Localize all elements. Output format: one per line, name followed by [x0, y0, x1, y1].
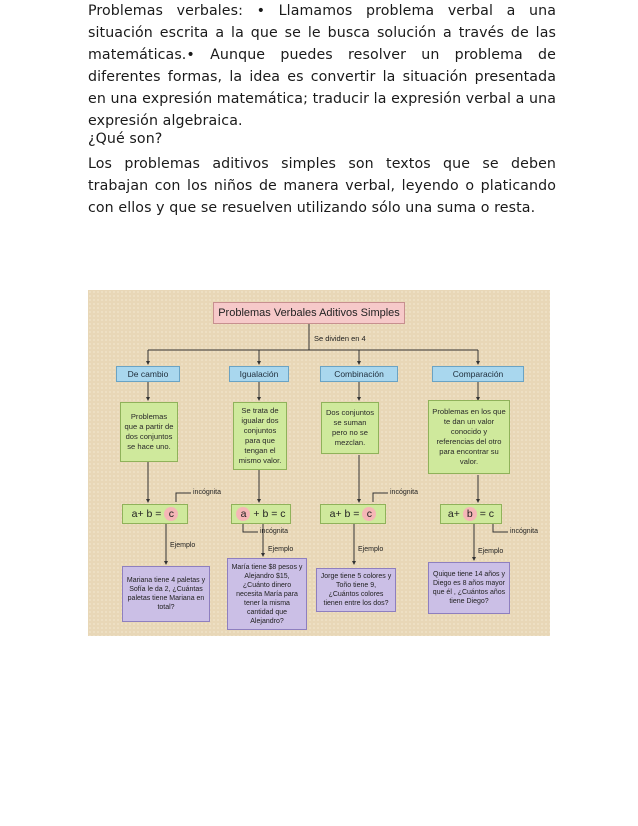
equation-text: = c: [479, 508, 495, 520]
category-igualacion: Igualación: [229, 366, 289, 382]
equation-text: + b = c: [253, 508, 286, 520]
paragraph-question: ¿Qué son?: [88, 131, 163, 147]
example-de-cambio: Mariana tiene 4 paletas y Sofía le da 2, ¿Cuántas paletas tiene Mariana en total?: [122, 566, 210, 622]
category-de-cambio: De cambio: [116, 366, 180, 382]
example-combinacion: Jorge tiene 5 colores y Toño tiene 9, ¿Cuántos colores tienen entre los dos?: [316, 568, 396, 612]
category-comparacion: Comparación: [432, 366, 524, 382]
equation-igualacion: [231, 504, 291, 524]
equation-text: a+: [447, 508, 460, 520]
definition-de-cambio: Problemas que a partir de dos conjuntos se hace uno.: [120, 402, 178, 462]
definition-igualacion: Se trata de igualar dos conjuntos para que tengan el mismo valor.: [233, 402, 287, 470]
unknown-circle: a: [236, 507, 250, 521]
example-label-1: Ejemplo: [170, 542, 196, 549]
example-label-2: Ejemplo: [268, 546, 294, 553]
definition-comparacion: Problemas en los que te dan un valor conocido y referencias del otro para encontrar su valor.: [428, 400, 510, 474]
paragraph-additive-problems: Los problemas aditivos simples son textos que se deben trabajan con los niños de manera verbal, leyendo o platicando con ellos y que se resuelven utilizando sólo una suma o resta.: [88, 156, 556, 216]
equation-text: a+ b =: [131, 508, 162, 520]
unknown-label-2: incógnita: [260, 528, 289, 535]
equation-combinacion: [320, 504, 386, 524]
example-label-4: Ejemplo: [478, 548, 504, 555]
example-igualacion: María tiene $8 pesos y Alejandro $15, ¿Cuánto dinero necesita María para tener la misma cantidad que Alejandro?: [227, 558, 307, 630]
example-comparacion: Quique tiene 14 años y Diego es 8 años mayor que él , ¿Cuántos años tiene Diego?: [428, 562, 510, 614]
concept-map-image: [88, 290, 550, 636]
unknown-circle: c: [164, 507, 178, 521]
paragraph-definition: Problemas verbales: • Llamamos problema verbal a una situación escrita a la que se le busca solución a través de las matemáticas.• Aunque puedes resolver un problema de diferentes formas, la idea es convertir la situación presentada en una expresión matemática; traducir la expresión verbal a una expresión algebraica.: [88, 3, 556, 129]
unknown-circle: b: [463, 507, 477, 521]
category-combinacion: Combinación: [320, 366, 398, 382]
diagram-title: Problemas Verbales Aditivos Simples: [213, 302, 405, 324]
unknown-label-3: incógnita: [390, 489, 419, 496]
equation-text: a+ b =: [329, 508, 360, 520]
divide-label: Se dividen en 4: [314, 334, 366, 343]
unknown-label-1: incógnita: [193, 489, 222, 496]
unknown-label-4: incógnita: [510, 528, 539, 535]
unknown-circle: c: [362, 507, 376, 521]
equation-comparacion: [440, 504, 502, 524]
equation-de-cambio: [122, 504, 188, 524]
example-label-3: Ejemplo: [358, 546, 384, 553]
definition-combinacion: Dos conjuntos se suman pero no se mezclan.: [321, 402, 379, 454]
